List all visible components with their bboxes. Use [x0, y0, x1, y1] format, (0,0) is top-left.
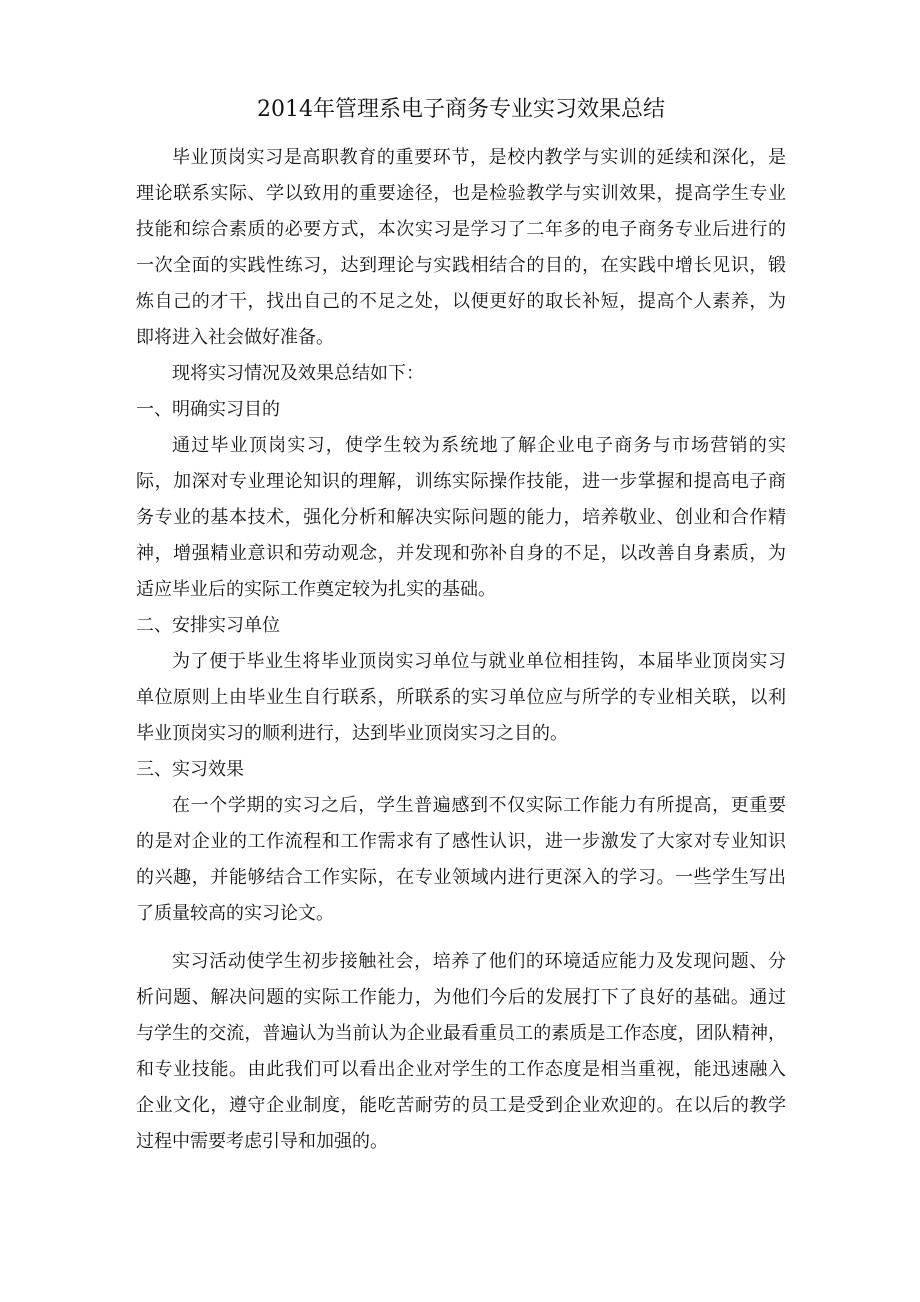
- text-line: 的兴趣，并能够结合工作实际，在专业领域内进行更深入的学习。一些学生写出: [136, 867, 786, 888]
- text-line: 务专业的基本技术，强化分析和解决实际问题的能力，培养敬业、创业和合作精: [136, 507, 786, 528]
- text-line: 与学生的交流，普遍认为当前认为企业最看重员工的素质是工作态度，团队精神，: [136, 1023, 786, 1044]
- summary-lead: 现将实习情况及效果总结如下：: [172, 363, 424, 384]
- document-title: 2014年管理系电子商务专业实习效果总结: [257, 97, 665, 122]
- paragraph-intro-purpose: [136, 140, 786, 356]
- document-page: [136, 86, 786, 1160]
- paragraph-goals: [136, 428, 786, 608]
- text-line: 实习活动使学生初步接触社会，培养了他们的环境适应能力及发现问题、分: [172, 951, 786, 972]
- text-line: 在一个学期的实习之后，学生普遍感到不仅实际工作能力有所提高，更重要: [172, 795, 786, 816]
- section-heading-1: 一、明确实习目的: [136, 399, 280, 420]
- text-line: 即将进入社会做好准备。: [136, 327, 334, 348]
- text-line: 析问题、解决问题的实际工作能力，为他们今后的发展打下了良好的基础。通过: [136, 987, 786, 1008]
- text-line: 过程中需要考虑引导和加强的。: [136, 1131, 388, 1152]
- paragraph-activities: [136, 944, 786, 1160]
- text-line: 适应毕业后的实际工作奠定较为扎实的基础。: [136, 579, 496, 600]
- text-line: 际，加深对专业理论知识的理解，训练实际操作技能，进一步掌握和提高电子商: [136, 471, 786, 492]
- text-line: 神，增强精业意识和劳动观念，并发现和弥补自身的不足，以改善自身素质，为: [136, 543, 786, 564]
- text-line: 为了便于毕业生将毕业顶岗实习单位与就业单位相挂钩，本届毕业顶岗实习: [172, 651, 786, 672]
- section-heading-2: 二、安排实习单位: [136, 615, 280, 636]
- text-line: 一次全面的实践性练习，达到理论与实践相结合的目的，在实践中增长见识，锻: [136, 255, 786, 276]
- text-line: 了质量较高的实习论文。: [136, 903, 334, 924]
- text-line: 理论联系实际、学以致用的重要途径，也是检验教学与实训效果，提高学生专业: [136, 183, 786, 204]
- text-line: 技能和综合素质的必要方式，本次实习是学习了二年多的电子商务专业后进行的: [136, 219, 786, 240]
- paragraph-placement: [136, 644, 786, 752]
- text-line: 炼自己的才干，找出自己的不足之处，以便更好的取长补短，提高个人素养，为: [136, 291, 786, 312]
- text-line: 的是对企业的工作流程和工作需求有了感性认识，进一步激发了大家对专业知识: [136, 831, 786, 852]
- text-line: 和专业技能。由此我们可以看出企业对学生的工作态度是相当重视，能迅速融入: [136, 1059, 786, 1080]
- text-line: 单位原则上由毕业生自行联系，所联系的实习单位应与所学的专业相关联，以利: [136, 687, 786, 708]
- paragraph-spacer: [136, 932, 786, 944]
- text-line: 毕业顶岗实习是高职教育的重要环节，是校内教学与实训的延续和深化，是: [172, 147, 786, 168]
- text-line: 毕业顶岗实习的顺利进行，达到毕业顶岗实习之目的。: [136, 723, 568, 744]
- text-line: 通过毕业顶岗实习，使学生较为系统地了解企业电子商务与市场营销的实: [172, 435, 786, 456]
- text-line: 企业文化，遵守企业制度，能吃苦耐劳的员工是受到企业欢迎的。在以后的教学: [136, 1095, 786, 1116]
- paragraph-effects: [136, 788, 786, 932]
- section-heading-3: 三、实习效果: [136, 759, 244, 780]
